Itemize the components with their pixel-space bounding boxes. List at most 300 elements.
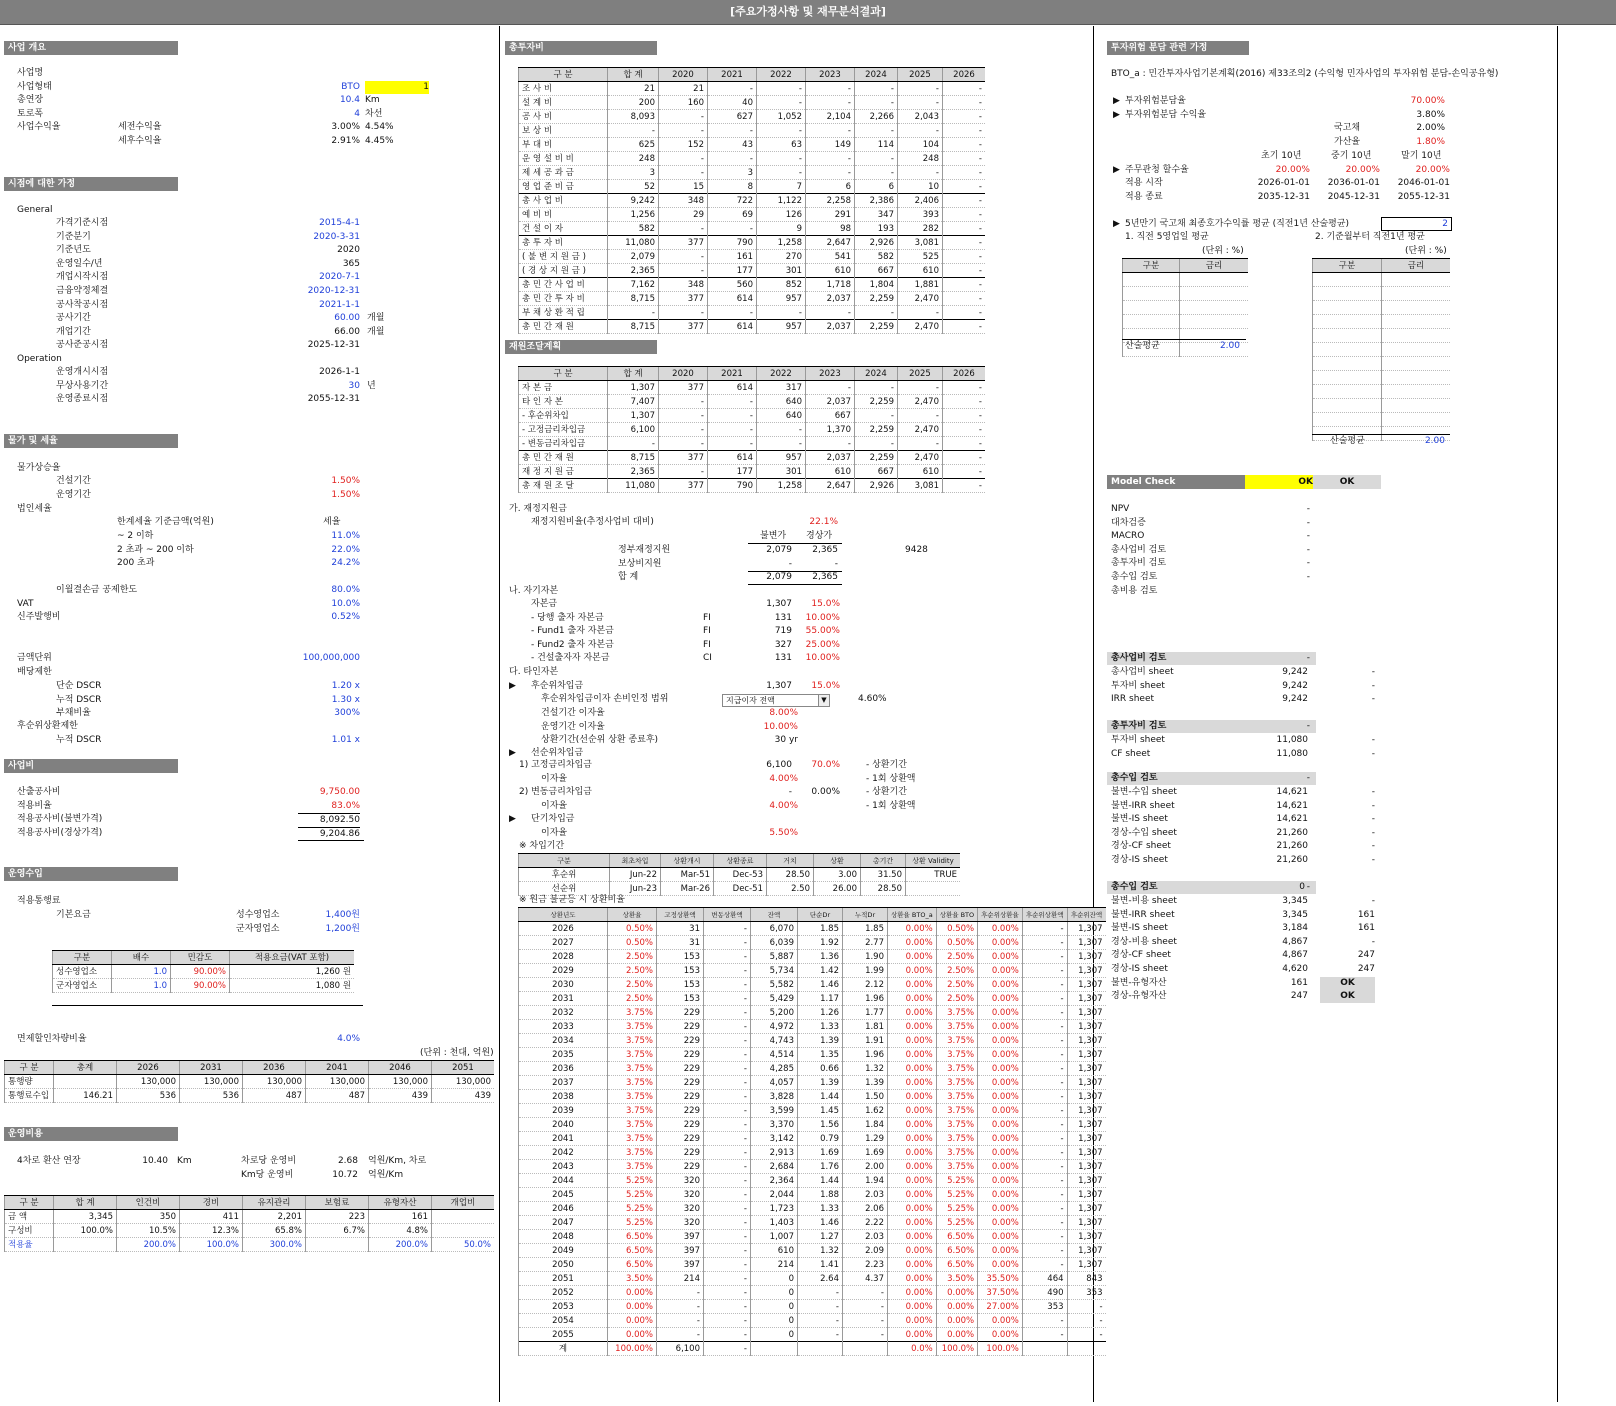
check-item-label: 총비용 검토 bbox=[1111, 585, 1158, 596]
da-row-label: 운영기간 이자율 bbox=[541, 721, 605, 732]
table-cell: 1,258 bbox=[757, 236, 806, 250]
repay-note: ※ 원금 불균등 시 상환비율 bbox=[519, 895, 625, 905]
table-cell: 1.84 bbox=[843, 1118, 888, 1132]
table-cell: 1.39 bbox=[798, 1034, 843, 1048]
section-inflation-tax: 물가 및 세율 bbox=[4, 434, 178, 448]
opex-ext-value: 10.40 bbox=[142, 1156, 168, 1166]
inflation-row-label: 운영기간 bbox=[56, 489, 91, 500]
table-cell: 0.00% bbox=[978, 1328, 1023, 1342]
table-cell: - bbox=[708, 395, 757, 409]
fixed-pct: 70.0% bbox=[811, 760, 840, 770]
table-cell: - bbox=[806, 166, 855, 180]
table-cell: 667 bbox=[855, 264, 898, 278]
table-row bbox=[519, 1314, 1106, 1328]
table-row bbox=[1313, 385, 1451, 399]
table-cell: 640 bbox=[757, 409, 806, 423]
table-cell: - bbox=[943, 278, 986, 292]
ga-row-v1: 2,079 bbox=[766, 545, 792, 555]
check-cost-row-value: 4,867 bbox=[1282, 950, 1308, 961]
ga-ratio-value: 22.1% bbox=[809, 517, 838, 527]
corp-tax-label: 법인세율 bbox=[17, 504, 52, 514]
table-cell: 1,307 bbox=[1067, 1020, 1106, 1034]
table-cell: - bbox=[657, 1314, 704, 1328]
table-cell: 0.00% bbox=[978, 922, 1023, 936]
table-cell: - bbox=[1022, 1076, 1067, 1090]
table-cell: 1.77 bbox=[843, 1006, 888, 1020]
table-row bbox=[519, 1272, 1106, 1286]
table-cell: 2032 bbox=[519, 1006, 608, 1020]
column-header: 2020 bbox=[659, 367, 708, 381]
da-sub-pct: 15.0% bbox=[811, 681, 840, 691]
stock-tax-label: 신주발행비 bbox=[17, 612, 61, 622]
table-row bbox=[1123, 273, 1249, 287]
table-cell: 부 대 비 bbox=[519, 138, 608, 152]
table-cell: 1.69 bbox=[843, 1146, 888, 1160]
table-cell: 0.00% bbox=[888, 1244, 937, 1258]
column-header: 상환 Validity bbox=[906, 854, 961, 868]
table-cell: 2,201 bbox=[243, 1210, 306, 1224]
table-header-row bbox=[53, 951, 355, 965]
table-cell: 1,307 bbox=[1067, 964, 1106, 978]
table-cell: 4,057 bbox=[751, 1076, 798, 1090]
table-cell: 0.50% bbox=[608, 936, 657, 950]
table-cell: 90.00% bbox=[171, 979, 230, 993]
table-cell: 5.25% bbox=[936, 1174, 977, 1188]
tax-row-value: 24.2% bbox=[331, 558, 360, 569]
table-cell: 130,000 bbox=[180, 1075, 243, 1089]
table-cell: 3,599 bbox=[751, 1104, 798, 1118]
table-cell: 1,370 bbox=[806, 423, 855, 437]
table-cell: 3,142 bbox=[751, 1132, 798, 1146]
table-cell: 0.00% bbox=[978, 1146, 1023, 1160]
table-cell: - bbox=[757, 124, 806, 138]
table-cell: 1,403 bbox=[751, 1216, 798, 1230]
table-cell: - bbox=[943, 208, 986, 222]
table-cell: 301 bbox=[757, 264, 806, 278]
table-cell: - bbox=[798, 1328, 843, 1342]
table-cell: 1,307 bbox=[1067, 1174, 1106, 1188]
table-cell: 2046 bbox=[519, 1202, 608, 1216]
table-cell bbox=[1313, 413, 1382, 427]
da-sub-label: 후순위차입금 bbox=[531, 681, 584, 691]
table-cell: - bbox=[757, 306, 806, 320]
sub-row-label: 누적 DSCR bbox=[56, 735, 102, 745]
column-header: 구 분 bbox=[519, 68, 608, 82]
table-cell bbox=[306, 1238, 369, 1252]
table-cell: - bbox=[943, 250, 986, 264]
table-row bbox=[53, 979, 355, 993]
table-cell: 2.50% bbox=[936, 992, 977, 1006]
table-cell: - bbox=[1022, 1328, 1067, 1342]
na-row-pct: 25.00% bbox=[805, 639, 840, 650]
table-cell: - bbox=[708, 437, 757, 451]
table-cell: 0.00% bbox=[888, 1104, 937, 1118]
table-cell: 통행량 bbox=[5, 1075, 54, 1089]
table-cell: 0.00% bbox=[978, 1202, 1023, 1216]
check-item-label: 총투자비 검토 bbox=[1111, 558, 1167, 569]
check-cost-title-val-2: 0 bbox=[1299, 882, 1305, 892]
op-label: 무상사용기간 bbox=[56, 380, 109, 391]
table-cell: 627 bbox=[708, 110, 757, 124]
table-cell: - bbox=[704, 964, 751, 978]
check-cost-row-value: 3,184 bbox=[1282, 923, 1308, 934]
inflation-row-value: 1.50% bbox=[331, 476, 360, 486]
table-cell: 377 bbox=[659, 236, 708, 250]
table-cell: 464 bbox=[1022, 1272, 1067, 1286]
table-cell: 0.00% bbox=[978, 1076, 1023, 1090]
table-cell: 177 bbox=[708, 465, 757, 479]
time-label: 기준분기 bbox=[56, 231, 91, 242]
short-arrow: ▶ bbox=[509, 814, 516, 824]
table-row bbox=[519, 978, 1106, 992]
table-cell: 1,307 bbox=[1067, 978, 1106, 992]
table-cell: 0.50% bbox=[936, 936, 977, 950]
dividend-row-label: 부채비율 bbox=[56, 708, 91, 719]
table-cell: 350 bbox=[117, 1210, 180, 1224]
table-cell: 0.00% bbox=[888, 1020, 937, 1034]
avg1-value: 2.00 bbox=[1219, 341, 1240, 351]
table-row bbox=[519, 1174, 1106, 1188]
table-cell: 2.23 bbox=[843, 1258, 888, 1272]
table-cell: 0.00% bbox=[978, 936, 1023, 950]
table-cell: - bbox=[898, 409, 943, 423]
fee-booth-value: 1,200원 bbox=[325, 923, 360, 934]
table-cell: 1.88 bbox=[798, 1188, 843, 1202]
table-cell: 1.85 bbox=[843, 922, 888, 936]
table-cell: 1,307 bbox=[1067, 1090, 1106, 1104]
funding-table bbox=[518, 366, 985, 493]
table-cell: 377 bbox=[659, 292, 708, 306]
table-cell: - bbox=[608, 306, 659, 320]
bond-value: 2.00% bbox=[1416, 123, 1445, 133]
table-row bbox=[519, 1006, 1106, 1020]
table-cell: 625 bbox=[608, 138, 659, 152]
table-cell: 0.00% bbox=[888, 1146, 937, 1160]
table-cell: 200 bbox=[608, 96, 659, 110]
table-cell: 0.00% bbox=[978, 1258, 1023, 1272]
table-cell: - 고정금리차입금 bbox=[519, 423, 608, 437]
table-cell: 2,470 bbox=[898, 423, 943, 437]
table-cell: 0.00% bbox=[888, 922, 937, 936]
na-label: 나. 자기자본 bbox=[509, 586, 559, 596]
table-cell: Mar-26 bbox=[661, 882, 714, 896]
check-cost-row-value: 3,345 bbox=[1282, 909, 1308, 920]
table-cell: 114 bbox=[855, 138, 898, 152]
table-cell: 37.50% bbox=[978, 1286, 1023, 1300]
table-cell: - bbox=[855, 437, 898, 451]
table-cell: - bbox=[704, 1160, 751, 1174]
table-cell: 1.29 bbox=[843, 1132, 888, 1146]
table-cell: 1.33 bbox=[798, 1202, 843, 1216]
check-cost-row-check: - bbox=[1371, 896, 1375, 906]
cost-value: 83.0% bbox=[331, 800, 360, 811]
check-cost-row-check: 247 bbox=[1357, 950, 1375, 961]
discount-value: 20.00% bbox=[1415, 165, 1450, 175]
table-cell: 4,743 bbox=[751, 1034, 798, 1048]
table-cell: 153 bbox=[657, 992, 704, 1006]
table-cell: 0.00% bbox=[888, 936, 937, 950]
table-cell: 153 bbox=[657, 964, 704, 978]
table-cell: - bbox=[704, 922, 751, 936]
table-row bbox=[519, 1286, 1106, 1300]
table-cell: 27.00% bbox=[978, 1300, 1023, 1314]
five-year-label: 5년만기 국고채 최종호가수익률 평균 (직전1년 산술평균) bbox=[1125, 219, 1350, 229]
table-cell: 2,470 bbox=[898, 395, 943, 409]
table-cell: 1,804 bbox=[855, 278, 898, 292]
table-cell: - bbox=[659, 110, 708, 124]
table-cell: 320 bbox=[657, 1188, 704, 1202]
table-cell: - bbox=[1067, 1328, 1106, 1342]
dividend-row-value: 300% bbox=[334, 708, 360, 719]
check-item-value: - bbox=[1306, 517, 1310, 528]
table-cell: 1,307 bbox=[1067, 1132, 1106, 1146]
table-cell: - bbox=[757, 423, 806, 437]
check-item-value: - bbox=[1306, 572, 1310, 582]
table-cell: 4,285 bbox=[751, 1062, 798, 1076]
check-item-label: MACRO bbox=[1111, 531, 1145, 542]
table-cell: - bbox=[704, 1314, 751, 1328]
table-cell: 28.50 bbox=[861, 882, 906, 896]
opex-lane-label: 차로당 운영비 bbox=[241, 1156, 297, 1166]
table-cell bbox=[1313, 301, 1382, 315]
table-row bbox=[519, 208, 986, 222]
table-cell: 1.62 bbox=[843, 1104, 888, 1118]
column-header: 2031 bbox=[180, 1061, 243, 1075]
table-header-row bbox=[519, 854, 961, 868]
section-funding-plan: 재원조달계획 bbox=[505, 340, 657, 354]
table-cell bbox=[1180, 301, 1249, 315]
table-cell: 1,307 bbox=[1067, 1006, 1106, 1020]
table-cell: 5.25% bbox=[608, 1216, 657, 1230]
table-cell: 1.46 bbox=[798, 978, 843, 992]
table-cell: 2035 bbox=[519, 1048, 608, 1062]
table-cell bbox=[1313, 385, 1382, 399]
table-row bbox=[519, 1328, 1106, 1342]
table-row bbox=[519, 82, 986, 96]
fee-table-bottom bbox=[52, 1005, 363, 1006]
check-cost-row-label: 불변-비용 sheet bbox=[1111, 896, 1177, 906]
table-cell: 2042 bbox=[519, 1146, 608, 1160]
table-cell: 8,715 bbox=[608, 451, 659, 465]
table-cell: 6 bbox=[806, 180, 855, 194]
table-cell: - bbox=[806, 152, 855, 166]
check-item-label: 총사업비 검토 bbox=[1111, 544, 1167, 555]
column-header: 2023 bbox=[806, 68, 855, 82]
table-row bbox=[519, 922, 1106, 936]
na-row-value: 131 bbox=[774, 653, 792, 664]
table-cell: 1.69 bbox=[798, 1146, 843, 1160]
column-header: 유지관리 bbox=[243, 1196, 306, 1210]
table-cell: 15 bbox=[659, 180, 708, 194]
table-cell bbox=[1123, 287, 1180, 301]
table-cell: - bbox=[943, 96, 986, 110]
option-1: 1. 직전 5영업일 평균 bbox=[1125, 232, 1209, 242]
table-cell: 2,386 bbox=[855, 194, 898, 208]
avg2-label: 산술평균 bbox=[1330, 436, 1365, 446]
discount-label: 주무관청 할수율 bbox=[1125, 165, 1189, 175]
table-cell: 5.25% bbox=[936, 1202, 977, 1216]
column-header: 2026 bbox=[943, 367, 986, 381]
opex-lane-unit: 억원/Km, 차로 bbox=[368, 1156, 427, 1166]
check-item-label: 총수입 검토 bbox=[1111, 572, 1158, 582]
table-row bbox=[519, 180, 986, 194]
check-revenue-row-value: 14,621 bbox=[1276, 800, 1308, 811]
opex-km-label: Km당 운영비 bbox=[241, 1170, 294, 1180]
table-cell: 21 bbox=[608, 82, 659, 96]
table-cell: 5,429 bbox=[751, 992, 798, 1006]
check-revenue-row-check: - bbox=[1371, 827, 1375, 838]
five-year-option-input[interactable]: 2 bbox=[1381, 217, 1452, 231]
ga-row-v2: - bbox=[834, 558, 838, 569]
table-cell: - bbox=[943, 180, 986, 194]
table-cell: 0.00% bbox=[888, 1090, 937, 1104]
fixed-rate-value: 4.00% bbox=[769, 774, 798, 784]
fee-booth-label: 성수영업소 bbox=[236, 910, 280, 920]
time-label: 금융약정체결 bbox=[56, 286, 109, 296]
column-header: 배수 bbox=[112, 951, 171, 965]
table-cell: 5.25% bbox=[608, 1188, 657, 1202]
table-row bbox=[519, 110, 986, 124]
column-header: 인건비 bbox=[117, 1196, 180, 1210]
column-header: 합 계 bbox=[54, 1196, 117, 1210]
senior-label: 선순위차입금 bbox=[531, 748, 584, 758]
check-capex-title: 총사업비 검토 bbox=[1107, 652, 1316, 665]
table-cell bbox=[1382, 357, 1451, 371]
table-cell: 377 bbox=[659, 381, 708, 395]
check-revenue-row-check: - bbox=[1371, 800, 1375, 811]
fee-booth-label: 군자영업소 bbox=[236, 923, 280, 934]
table-cell: 100.0% bbox=[978, 1342, 1023, 1356]
table-cell: 2,258 bbox=[806, 194, 855, 208]
business-value-2: 1 bbox=[365, 81, 429, 94]
table-cell: 3.75% bbox=[936, 1062, 977, 1076]
table-cell: 후순위 bbox=[519, 868, 610, 882]
table-cell bbox=[906, 882, 961, 896]
op-label: 운영종료시점 bbox=[56, 394, 109, 405]
table-cell: - bbox=[704, 1048, 751, 1062]
table-cell: 3 bbox=[608, 166, 659, 180]
table-cell: - bbox=[1022, 1160, 1067, 1174]
na-row-label: - Fund2 출자 자본금 bbox=[531, 639, 614, 650]
avg1-line bbox=[1122, 339, 1246, 340]
table-cell: 1.39 bbox=[843, 1076, 888, 1090]
table-cell: - bbox=[806, 96, 855, 110]
column-header: 금리 bbox=[1382, 259, 1451, 273]
table-cell: 12.3% bbox=[180, 1224, 243, 1238]
table-cell: 1,307 bbox=[1067, 992, 1106, 1006]
table-cell: 3.75% bbox=[936, 1090, 977, 1104]
column-header: 단순Dr bbox=[798, 908, 843, 922]
table-cell: 5,582 bbox=[751, 978, 798, 992]
table-cell: 4,972 bbox=[751, 1020, 798, 1034]
table-cell: 5,734 bbox=[751, 964, 798, 978]
time-unit: 개월 bbox=[367, 326, 385, 337]
table-cell: - bbox=[1022, 1006, 1067, 1020]
table-cell: - bbox=[943, 409, 986, 423]
column-header: 2036 bbox=[243, 1061, 306, 1075]
table-cell: 1,307 bbox=[1067, 1258, 1106, 1272]
check-cost-row-label: 경상-IS sheet bbox=[1111, 964, 1168, 974]
cost-underline bbox=[298, 840, 364, 841]
table-cell: 2048 bbox=[519, 1230, 608, 1244]
table-cell bbox=[432, 1210, 495, 1224]
table-cell: 1,307 bbox=[1067, 950, 1106, 964]
section-time-assumption: 시점에 대한 가정 bbox=[4, 177, 178, 191]
table-cell: 총 민 간 투 자 비 bbox=[519, 292, 608, 306]
interest-range-dropdown[interactable] bbox=[722, 694, 830, 707]
table-cell: - bbox=[1067, 1314, 1106, 1328]
table-cell: 2.00 bbox=[843, 1160, 888, 1174]
table-cell: - bbox=[704, 1230, 751, 1244]
table-cell: - bbox=[1022, 1104, 1067, 1118]
table-cell: 0.00% bbox=[888, 1300, 937, 1314]
table-cell: 3.75% bbox=[608, 1104, 657, 1118]
table-cell: 229 bbox=[657, 1090, 704, 1104]
da-sub-value: 1,307 bbox=[766, 681, 792, 691]
table-cell: - bbox=[898, 96, 943, 110]
table-cell: - bbox=[855, 96, 898, 110]
column-header: 구분 bbox=[1313, 259, 1382, 273]
table-cell: - bbox=[704, 1006, 751, 1020]
stock-tax-value: 0.52% bbox=[331, 612, 360, 622]
check-capex-row-value: 9,242 bbox=[1282, 667, 1308, 677]
column-header: 구분 bbox=[1123, 259, 1180, 273]
table-cell: 적용율 bbox=[5, 1238, 54, 1252]
column-header: 상환종료 bbox=[714, 854, 767, 868]
table-cell bbox=[1067, 1342, 1106, 1356]
time-value: 2020-3-31 bbox=[313, 231, 360, 242]
fixed-amt: 6,100 bbox=[766, 760, 792, 770]
check-revenue-row-label: 경상-수입 sheet bbox=[1111, 827, 1177, 838]
ga-row-label: 정부재정지원 bbox=[618, 545, 671, 555]
table-cell: 2,259 bbox=[855, 320, 898, 334]
da-row-value: 10.00% bbox=[763, 721, 798, 732]
table-row bbox=[519, 1230, 1106, 1244]
table-cell: 2.50% bbox=[936, 950, 977, 964]
table-cell: - bbox=[704, 1286, 751, 1300]
table-cell bbox=[1313, 329, 1382, 343]
table-cell: 2039 bbox=[519, 1104, 608, 1118]
table-cell: - bbox=[704, 1076, 751, 1090]
table-row bbox=[1313, 413, 1451, 427]
table-cell: - bbox=[898, 82, 943, 96]
table-cell: 0.50% bbox=[936, 922, 977, 936]
time-label: 공사착공시점 bbox=[56, 299, 109, 310]
table-cell: - bbox=[704, 1216, 751, 1230]
check-revenue-row-value: 14,621 bbox=[1276, 787, 1308, 797]
table-cell: 1.81 bbox=[843, 1020, 888, 1034]
op-value: 2026-1-1 bbox=[319, 367, 360, 377]
check-cost-title-val: - bbox=[1306, 882, 1310, 892]
table-cell: 제 세 공 과 금 bbox=[519, 166, 608, 180]
check-revenue-row-value: 21,260 bbox=[1276, 855, 1308, 865]
column-header: 구 분 bbox=[5, 1196, 54, 1210]
check-cost-row-value: 247 bbox=[1290, 991, 1308, 1002]
ga-head-1: 불변가 bbox=[760, 531, 787, 541]
check-cost-row-value: 4,867 bbox=[1282, 936, 1308, 947]
table-cell: - bbox=[943, 82, 986, 96]
table-cell: 군자영업소 bbox=[53, 979, 112, 993]
chevron-down-icon: ▼ bbox=[818, 695, 829, 706]
table-cell: - bbox=[843, 1314, 888, 1328]
check-cost-row-value: 161 bbox=[1290, 977, 1308, 988]
table-cell: 26.00 bbox=[814, 882, 861, 896]
table-row bbox=[519, 152, 986, 166]
table-cell: - bbox=[659, 423, 708, 437]
table-cell: 2,647 bbox=[806, 479, 855, 493]
table-cell: 0.00% bbox=[888, 1272, 937, 1286]
table-cell: - bbox=[798, 1300, 843, 1314]
